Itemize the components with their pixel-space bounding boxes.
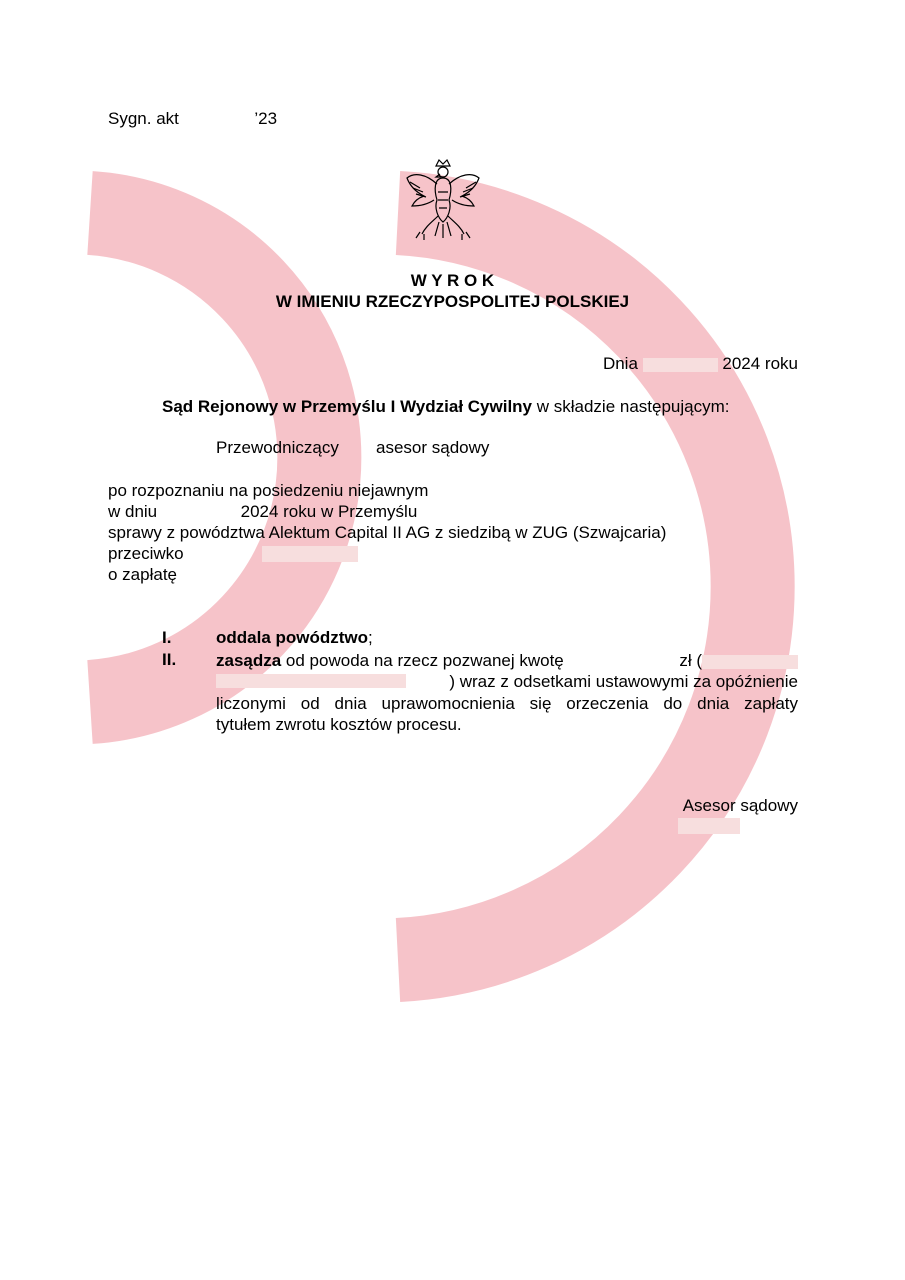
ruling-2-line-2-text: ) wraz z odsetkami ustawowymi za opóźnienie xyxy=(449,672,798,692)
date-suffix: 2024 roku xyxy=(722,354,798,373)
hearing-date-prefix: w dniu xyxy=(108,502,158,521)
proceedings-line-3: sprawy z powództwa Alektum Capital II AG z siedzibą w ZUG (Szwajcaria) xyxy=(108,523,667,542)
court-line xyxy=(162,397,730,417)
proceedings-line-2 xyxy=(108,502,417,522)
redaction-signature xyxy=(678,818,740,834)
court-composition-intro: w składzie następującym: xyxy=(532,397,730,416)
ruling-1-verdict: oddala powództwo xyxy=(216,628,369,647)
presiding-role: Przewodniczący xyxy=(216,438,339,457)
ruling-2-line-1 xyxy=(216,650,798,671)
ruling-2-line-4: tytułem zwrotu kosztów procesu. xyxy=(216,714,462,734)
ruling-2-verdict: zasądza xyxy=(216,651,282,670)
ruling-2 xyxy=(216,650,798,735)
proceedings-line-1: po rozpoznaniu na posiedzeniu niejawnym xyxy=(108,481,429,500)
ruling-2-number: II. xyxy=(162,650,177,669)
presiding-judge: asesor sądowy xyxy=(376,438,490,457)
date-prefix: Dnia xyxy=(602,354,638,373)
case-number-suffix: ’23 xyxy=(254,109,278,128)
ruling-1-text: ; xyxy=(368,628,373,647)
document-title: W Y R O K xyxy=(410,271,495,290)
ruling-1 xyxy=(216,628,373,648)
ruling-2-currency: zł ( xyxy=(679,651,702,670)
ruling-2-line-1-text: od powoda na rzecz pozwanej kwotę xyxy=(281,651,564,670)
proceedings-line-5: o zapłatę xyxy=(108,565,177,584)
proceedings-line-4: przeciwko xyxy=(108,544,184,563)
case-number xyxy=(108,109,277,129)
ruling-2-line-3: liczonymi od dnia uprawomocnienia się orzeczenia do dnia zapłaty xyxy=(216,693,798,713)
ruling-1-number: I. xyxy=(162,628,172,647)
date-line xyxy=(603,354,798,374)
redaction-defendant xyxy=(262,546,358,562)
document-subtitle: W IMIENIU RZECZYPOSPOLITEJ POLSKIEJ xyxy=(275,292,630,311)
watermark-arc-right xyxy=(398,213,753,960)
ruling-2-line-2 xyxy=(216,671,798,692)
signature-title: Asesor sądowy xyxy=(682,796,798,815)
hearing-date-suffix: 2024 roku w Przemyślu xyxy=(240,502,418,521)
court-name: Sąd Rejonowy w Przemyślu I Wydział Cywilny xyxy=(162,397,533,416)
case-number-label: Sygn. akt xyxy=(108,109,179,128)
polish-eagle-icon xyxy=(404,156,482,242)
